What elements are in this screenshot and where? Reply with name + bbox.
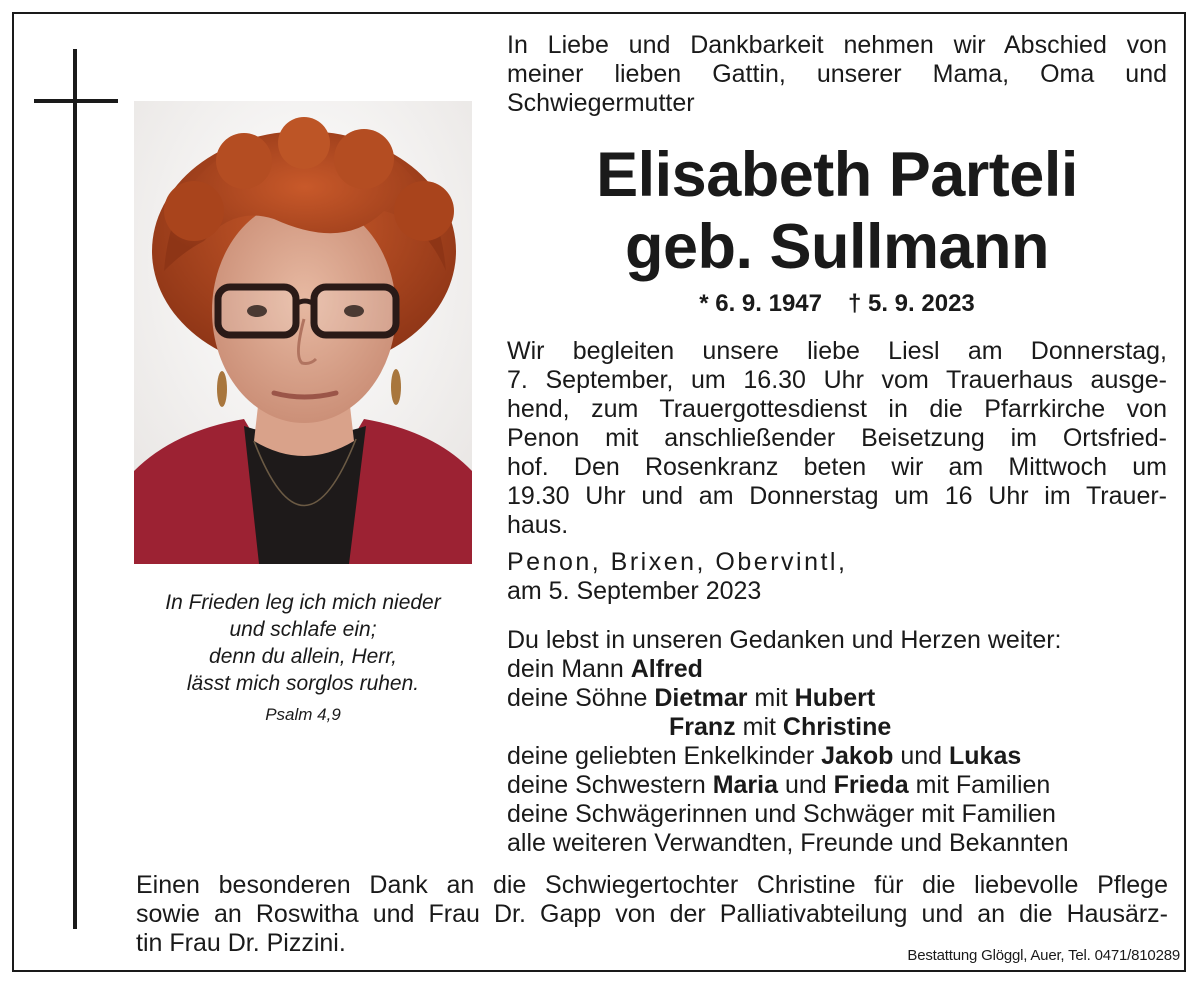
intro-line: meiner lieben Gattin, unserer Mama, Oma und: [507, 60, 1167, 88]
verse-reference: Psalm 4,9: [265, 705, 341, 724]
portrait-photo: [134, 101, 472, 564]
birth-date: * 6. 9. 1947: [699, 290, 822, 317]
thanks-line: tin Frau Dr. Pizzini.: [136, 929, 346, 957]
maiden-name-line: geb. Sullmann: [624, 212, 1050, 282]
funeral-line: Penon mit anschließender Beisetzung im Ortsfried-: [507, 424, 1167, 452]
undertaker-credit: Bestattung Glöggl, Auer, Tel. 0471/810289: [907, 947, 1180, 964]
verse-line: denn du allein, Herr,: [209, 645, 397, 668]
funeral-line: 7. September, um 16.30 Uhr vom Trauerhaus ausge-: [507, 366, 1167, 394]
life-dates: [507, 289, 1167, 319]
notice-date: am 5. September 2023: [507, 577, 762, 605]
thanks-text: [136, 871, 1168, 958]
towns: Penon, Brixen, Obervintl,: [507, 548, 848, 576]
name-line: Elisabeth Parteli: [596, 140, 1078, 210]
survivor-others: alle weiteren Verwandten, Freunde und Bekannten: [507, 829, 1069, 857]
funeral-line: hof. Den Rosenkranz beten wir am Mittwoch um: [507, 453, 1167, 481]
place-and-date: [507, 548, 1167, 606]
bible-verse: [130, 589, 476, 725]
verse-line: In Frieden leg ich mich nieder: [165, 591, 441, 614]
funeral-announcement: [507, 337, 1167, 540]
deceased-name: [507, 139, 1167, 283]
intro-line: Schwiegermutter: [507, 89, 695, 117]
survivor-son2: Franz mit Christine: [669, 713, 892, 741]
intro-line: In Liebe und Dankbarkeit nehmen wir Abschied von: [507, 31, 1167, 59]
verse-line: lässt mich sorglos ruhen.: [186, 672, 420, 695]
funeral-line: Wir begleiten unsere liebe Liesl am Donnerstag,: [507, 337, 1167, 365]
funeral-line: hend, zum Trauergottesdienst in die Pfarrkirche von: [507, 395, 1167, 423]
death-date: † 5. 9. 2023: [847, 290, 975, 317]
survivors-intro: Du lebst in unseren Gedanken und Herzen weiter:: [507, 626, 1062, 654]
survivor-sisters: deine Schwestern Maria und Frieda mit Familien: [507, 771, 1051, 799]
intro-text: [507, 31, 1167, 118]
funeral-line: haus.: [507, 511, 569, 539]
verse-line: und schlafe ein;: [229, 618, 377, 641]
thanks-line: Einen besonderen Dank an die Schwiegertochter Christine für die liebevolle Pflege: [136, 871, 1168, 899]
survivor-sons: deine Söhne Dietmar mit Hubert: [507, 684, 876, 712]
survivors-list: [507, 626, 1167, 858]
survivor-inlaws: deine Schwägerinnen und Schwäger mit Familien: [507, 800, 1056, 828]
funeral-line: 19.30 Uhr und am Donnerstag um 16 Uhr im Trauer-: [507, 482, 1167, 510]
thanks-line: sowie an Roswitha und Frau Dr. Gapp von der Palliativabteilung und an die Hausärz-: [136, 900, 1168, 928]
survivor-husband: dein Mann Alfred: [507, 655, 703, 683]
survivor-grandchildren: deine geliebten Enkelkinder Jakob und Lukas: [507, 742, 1022, 770]
